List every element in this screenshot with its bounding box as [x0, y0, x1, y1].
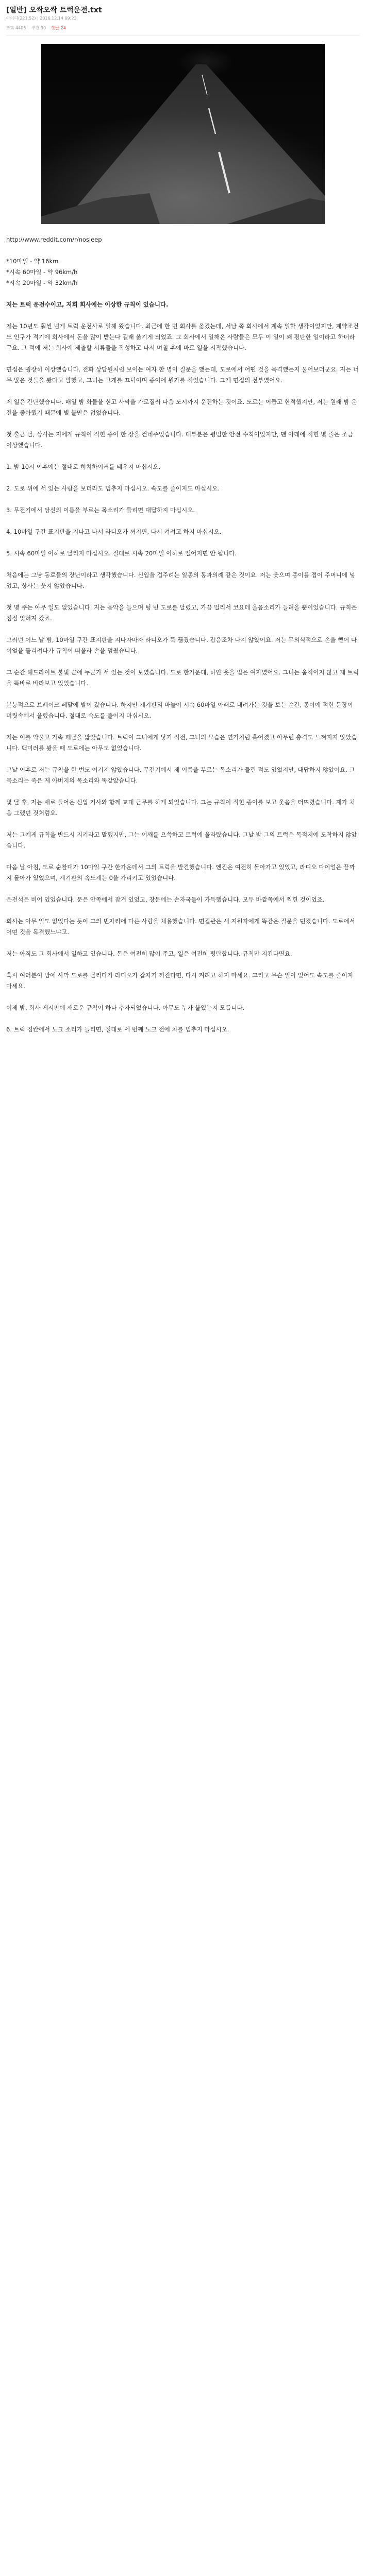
recommend-count: 추천 30: [31, 26, 46, 30]
rule-item: 6. 트럭 짐칸에서 노크 소리가 들리면, 절대로 세 번째 노크 전에 차를 멈추지 마십시오.: [6, 1026, 229, 1033]
rule-item: 4. 10마일 구간 표지판을 지나고 나서 라디오가 꺼지면, 다시 켜려고 하지 마십시오.: [6, 528, 222, 535]
post-stats: [6, 25, 360, 32]
story-paragraph: 그 순간 헤드라이트 불빛 끝에 누군가 서 있는 것이 보였습니다. 도로 한가운데, 하얀 옷을 입은 여자였어요. 그녀는 움직이지 않고 제 트럭을 똑바로 바라보고 있었습니다.: [6, 669, 359, 687]
post-meta: 아이디(221.52) | 2016.12.14 09:23: [6, 16, 77, 21]
story-paragraph: 면접은 굉장히 이상했습니다. 전화 상담원처럼 보이는 여자 한 명이 질문을 했는데, 도로에서 어떤 것을 목격했는지 물어보더군요. 저는 너무 많은 것들을 봤다고 말했고, 그녀는 고개를 끄덕이며 종이에 뭔가를 적었습니다. 그게 면접의 전부였어요.: [6, 366, 359, 384]
post-header: [0, 0, 366, 36]
story-paragraph: 혹시 여러분이 밤에 사막 도로를 달리다가 라디오가 갑자기 꺼진다면, 다시 켜려고 하지 마세요. 그리고 무슨 일이 있어도 속도를 줄이지 마세요.: [6, 972, 353, 990]
comment-count[interactable]: 댓글 24: [51, 26, 66, 30]
story-paragraph: 그날 이후로 저는 규칙을 한 번도 어기지 않았습니다. 무전기에서 제 이름을 부르는 목소리가 들린 적도 있었지만, 대답하지 않았어요. 그 목소리는 죽은 제 아버지의 목소리와 똑같았습니다.: [6, 766, 355, 784]
story-paragraph: 저는 이를 악물고 가속 페달을 밟았습니다. 트럭이 그녀에게 닿기 직전, 그녀의 모습은 연기처럼 흩어졌고 아무런 충격도 느껴지지 않았습니다. 백미러를 봤을 때 도로에는 아무도 없었습니다.: [6, 734, 357, 752]
rule-item: 5. 시속 60마일 이하로 달리지 마십시오. 절대로 시속 20마일 이하로 떨어지면 안 됩니다.: [6, 550, 237, 557]
story-paragraph: 다음 날 아침, 도로 순찰대가 10마일 구간 한가운데서 그의 트럭을 발견했습니다. 엔진은 여전히 돌아가고 있었고, 라디오 다이얼은 끝까지 돌아가 있었으며, 계기판의 속도계는 0을 가리키고 있었습니다.: [6, 863, 355, 882]
story-intro: 저는 트럭 운전수이고, 저희 회사에는 이상한 규칙이 있습니다.: [6, 301, 169, 308]
story-paragraph: 처음에는 그냥 동료들의 장난이라고 생각했습니다. 신입을 겁주려는 일종의 통과의례 같은 것이요. 저는 웃으며 종이를 접어 주머니에 넣었고, 상사는 웃지 않았습니다.: [6, 571, 355, 589]
story-paragraph: 운전석은 비어 있었습니다. 문은 안쪽에서 잠겨 있었고, 창문에는 손자국들이 가득했습니다. 모두 바깥쪽에서 찍힌 것이었죠.: [6, 896, 325, 903]
headlight-glow: [41, 85, 325, 224]
view-count: 조회 4405: [6, 26, 26, 30]
night-road-illustration: [41, 44, 325, 224]
story-paragraph: 제 일은 간단했습니다. 매일 밤 화물을 싣고 사막을 가로질러 다음 도시까지 운전하는 것이죠. 도로는 어둡고 한적했지만, 저는 원래 밤 운전을 좋아했기 때문에 별 불만은 없었습니다.: [6, 398, 357, 416]
divider: [6, 35, 360, 36]
rule-item: 3. 무전기에서 당신의 이름을 부르는 목소리가 들리면 대답하지 마십시오.: [6, 506, 195, 514]
story-paragraph: 그러던 어느 날 밤, 10마일 구간 표지판을 지나자마자 라디오가 뚝 끊겼습니다. 잡음조차 나지 않았어요. 저는 무의식적으로 손을 뻗어 다이얼을 돌리려다가 규칙이 떠올라 손을 멈췄습니다.: [6, 636, 357, 654]
story-paragraph: 본능적으로 브레이크 페달에 발이 갔습니다. 하지만 계기판의 바늘이 시속 60마일 아래로 내려가는 것을 보는 순간, 종이에 적힌 문장이 머릿속에서 울렸습니다. 절대로 속도를 줄이지 마십시오.: [6, 701, 353, 719]
story-paragraph: 저는 아직도 그 회사에서 일하고 있습니다. 돈은 여전히 많이 주고, 일은 여전히 평탄합니다. 규칙만 지킨다면요.: [6, 950, 292, 957]
unit-note: *시속 20마일 - 약 32km/h: [6, 279, 78, 286]
story-paragraph: 어제 밤, 회사 게시판에 새로운 규칙이 하나 추가되었습니다. 아무도 누가 붙였는지 모릅니다.: [6, 1004, 245, 1011]
unit-note: *시속 60마일 - 약 96km/h: [6, 268, 78, 276]
post-body: [0, 224, 366, 1035]
story-paragraph: 몇 달 후, 저는 새로 들어온 신입 기사와 함께 교대 근무를 하게 되었습니다. 그는 규칙이 적힌 종이를 보고 웃음을 터뜨렸습니다. 제가 처음 그랬던 것처럼요.: [6, 799, 355, 817]
post-author[interactable]: 아이디(221.52): [6, 16, 36, 21]
night-road-image: [41, 44, 325, 224]
post-date: 2016.12.14 09:23: [40, 16, 77, 21]
story-paragraph: 첫 몇 주는 아무 일도 없었습니다. 저는 음악을 들으며 텅 빈 도로를 달렸고, 가끔 멀리서 코요테 울음소리가 들려올 뿐이었습니다. 규칙은 점점 잊혀져 갔죠.: [6, 604, 357, 622]
story-paragraph: 저는 10년도 훨씬 넘게 트럭 운전사로 일해 왔습니다. 최근에 한 번 회사를 옮겼는데, 서남 쪽 회사에서 계속 일할 생각이었지만, 계약조건도 인구가 적기에 회사에서 돈을 많이 받는다 길래 옮기게 되었죠. 그 회사에서 일해온 사람들은 모두 이 일이 꽤 평탄한 일이라고 하더라구요. 그 덕에 저는 회사에 제출할 서류들을 작성하고 나서 며칠 후에 바로 일을 시작했습니다.: [6, 323, 359, 351]
story-paragraph: 회사는 아무 일도 없었다는 듯이 그의 빈자리에 다른 사람을 채용했습니다. 면접관은 새 지원자에게 똑같은 질문을 던졌습니다. 도로에서 어떤 것을 목격했느냐고.: [6, 918, 355, 936]
source-link[interactable]: http://www.reddit.com/r/nosleep: [6, 236, 102, 243]
story-paragraph: 저는 그에게 규칙을 반드시 지키라고 말했지만, 그는 어깨를 으쓱하고 트럭에 올라탔습니다. 그날 밤 그의 트럭은 목적지에 도착하지 않았습니다.: [6, 831, 357, 849]
story-paragraph: 첫 출근 날, 상사는 저에게 규칙이 적힌 종이 한 장을 건네주었습니다. 대부분은 평범한 안전 수칙이었지만, 맨 아래에 적힌 몇 줄은 조금 이상했습니다.: [6, 431, 353, 449]
unit-note: *10마일 - 약 16km: [6, 258, 59, 265]
post-title: [일반] 오싹오싹 트럭운전.txt: [6, 6, 102, 14]
rule-item: 1. 밤 10시 이후에는 절대로 히치하이커를 태우지 마십시오.: [6, 463, 161, 470]
rule-item: 2. 도로 위에 서 있는 사람을 보더라도 멈추지 마십시오. 속도를 줄이지도 마십시오.: [6, 485, 220, 492]
